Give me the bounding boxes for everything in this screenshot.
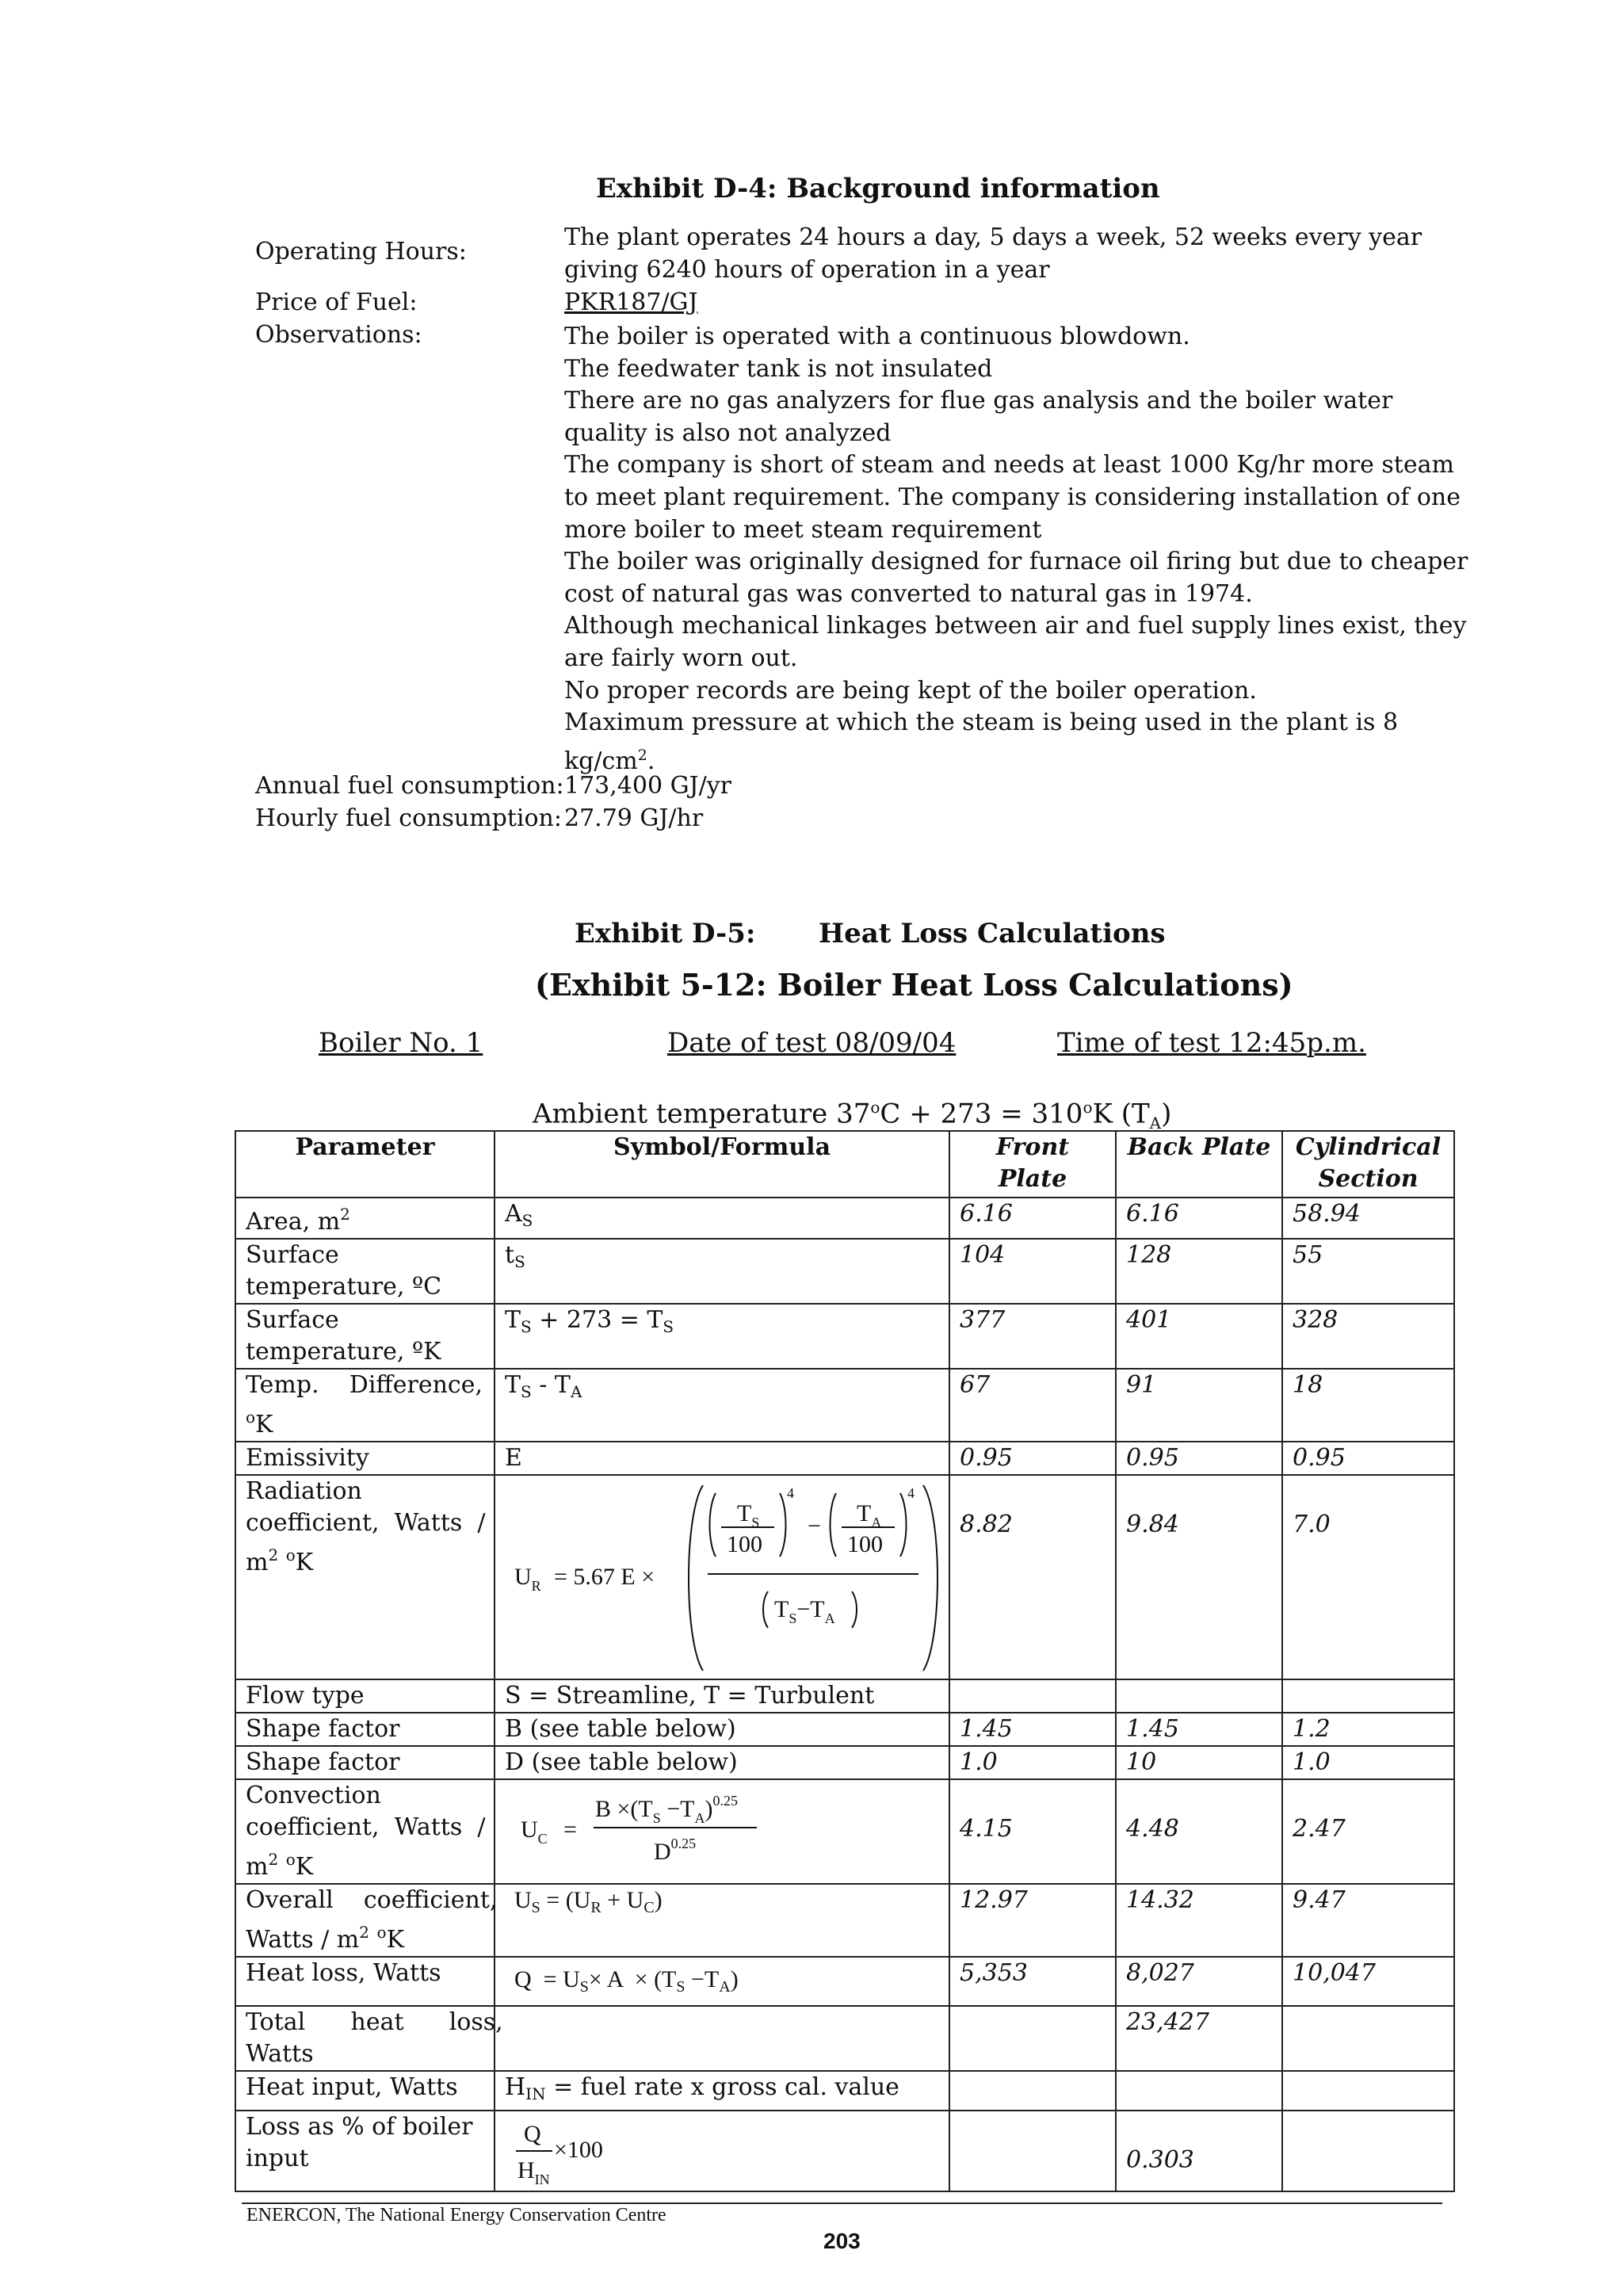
symbol-cell: $T_S + 273 = T_S$	[495, 1304, 949, 1369]
price-value: PKR187/GJ	[564, 288, 698, 316]
back-cell: 6.16	[1116, 1198, 1282, 1239]
table-row	[235, 1884, 1454, 1957]
svg-text:TS−TA: $T_S-T_A$	[774, 1596, 835, 1626]
cyl-cell: 9.47	[1282, 1884, 1454, 1957]
param-cell: Temp. Difference, $^o$K	[235, 1369, 495, 1442]
front-cell	[949, 2111, 1116, 2191]
back-cell: 9.84	[1116, 1475, 1282, 1679]
exhibit-d5-title: Exhibit D-5:	[575, 918, 756, 949]
radiation-formula	[495, 1476, 949, 1679]
symbol-cell: $H_{IN}$ = fuel rate x gross cal. value	[495, 2071, 949, 2111]
symbol-cell: $T_S - T_A$	[495, 1369, 949, 1442]
table-row	[235, 1475, 1454, 1679]
back-cell: 0.95	[1116, 1442, 1282, 1475]
table-row	[235, 2071, 1454, 2111]
cyl-cell	[1282, 1679, 1454, 1713]
svg-text:HIN: $H_{IN}$	[517, 2157, 550, 2187]
back-cell: 10	[1116, 1746, 1282, 1779]
footer-rule	[242, 2202, 1442, 2204]
convection-formula	[495, 1780, 949, 1877]
svg-text:TA: $T_A$	[857, 1500, 882, 1530]
svg-text:×100: ×100	[554, 2137, 603, 2163]
footer-org: ENERCON, The National Energy Conservation Centre	[246, 2205, 666, 2225]
back-cell: 1.45	[1116, 1713, 1282, 1746]
param-cell: Surface temperature, ºK	[235, 1304, 495, 1369]
observation-line: more boiler to meet steam requirement	[564, 515, 1042, 544]
observation-line: Although mechanical linkages between air and fuel supply lines exist, they	[564, 612, 1467, 640]
hourly-fuel-label: Hourly fuel consumption:	[255, 804, 562, 832]
cyl-cell: 2.47	[1282, 1779, 1454, 1884]
observation-line: to meet plant requirement. The company is considering installation of one	[564, 483, 1461, 511]
observation-line: are fairly worn out.	[564, 644, 798, 672]
annual-fuel-label: Annual fuel consumption:	[255, 772, 564, 800]
symbol-cell: S = Streamline, T = Turbulent	[495, 1679, 949, 1713]
front-cell: 0.95	[949, 1442, 1116, 1475]
table-row	[235, 1746, 1454, 1779]
param-cell: Shape factor	[235, 1713, 495, 1746]
loss-formula-cell	[495, 2111, 949, 2191]
table-row	[235, 2111, 1454, 2191]
table-row	[235, 1713, 1454, 1746]
price-label: Price of Fuel:	[255, 288, 418, 316]
ambient-mid: C + 273 = 310	[880, 1098, 1083, 1130]
svg-text:B ×(TS −TA)0.25: $B \times(T_S -T_A)^{0.25}$	[595, 1793, 739, 1826]
header-cyl: Cylindrical Section	[1282, 1131, 1454, 1198]
svg-text:= 5.67 E ×: = 5.67 E ×	[554, 1564, 655, 1590]
boiler-no: Boiler No. 1	[319, 1027, 483, 1059]
heat-loss-table	[235, 1130, 1455, 2192]
header-symbol: Symbol/Formula	[495, 1131, 949, 1198]
front-cell	[949, 2071, 1116, 2111]
degree-sup: o	[1083, 1098, 1093, 1117]
page-number: 203	[823, 2229, 861, 2253]
param-cell: Heat input, Watts	[235, 2071, 495, 2111]
back-cell: 4.48	[1116, 1779, 1282, 1884]
ambient-sub: A	[1149, 1114, 1162, 1133]
heat-formula-cell: $Q = U_S\times A \times (T_S -T_A)$	[495, 1957, 949, 2006]
annual-fuel-value: 173,400 GJ/yr	[564, 772, 731, 800]
back-cell: 23,427	[1116, 2006, 1282, 2071]
back-cell	[1116, 2071, 1282, 2111]
param-cell: Loss as % of boiler input	[235, 2111, 495, 2191]
front-cell: 12.97	[949, 1884, 1116, 1957]
cyl-cell: 328	[1282, 1304, 1454, 1369]
svg-text:=: =	[563, 1817, 577, 1843]
cyl-cell	[1282, 2006, 1454, 2071]
time-of-test: Time of test 12:45p.m.	[1057, 1027, 1366, 1059]
header-front: Front Plate	[949, 1131, 1116, 1198]
cyl-cell: 58.94	[1282, 1198, 1454, 1239]
operating-hours-label: Operating Hours:	[255, 238, 467, 266]
back-cell: 128	[1116, 1239, 1282, 1304]
back-cell: 14.32	[1116, 1884, 1282, 1957]
exhibit-d5-title-right: Heat Loss Calculations	[819, 918, 1166, 949]
front-cell: 4.15	[949, 1779, 1116, 1884]
cyl-cell	[1282, 2071, 1454, 2111]
cyl-cell: 55	[1282, 1239, 1454, 1304]
table-row	[235, 1369, 1454, 1442]
param-cell: Overall coefficient, Watts / $m^2$ $^o$K	[235, 1884, 495, 1957]
pressure-unit-end: .	[647, 747, 655, 775]
observations-list	[564, 321, 1468, 777]
param-cell: Flow type	[235, 1679, 495, 1713]
front-cell: 5,353	[949, 1957, 1116, 2006]
front-cell: 104	[949, 1239, 1116, 1304]
cyl-cell: 1.0	[1282, 1746, 1454, 1779]
back-cell: 91	[1116, 1369, 1282, 1442]
ambient-close: )	[1161, 1098, 1172, 1130]
table-row	[235, 2006, 1454, 2071]
param-cell: Shape factor	[235, 1746, 495, 1779]
table-row	[235, 1957, 1454, 2006]
param-cell: Convection coefficient, Watts / $m^2$ $^o$K	[235, 1779, 495, 1884]
table-row	[235, 1198, 1454, 1239]
symbol-cell: B (see table below)	[495, 1713, 949, 1746]
back-cell	[1116, 1679, 1282, 1713]
svg-text:UR: $U_R$	[514, 1564, 541, 1594]
cyl-cell: 7.0	[1282, 1475, 1454, 1679]
exhibit-d4-title: Exhibit D-4: Background information	[596, 173, 1160, 204]
table-row	[235, 1304, 1454, 1369]
svg-text:D0.25: $D^{0.25}$	[654, 1836, 697, 1865]
svg-text:−: −	[808, 1513, 821, 1539]
header-back: Back Plate	[1116, 1131, 1282, 1198]
front-cell: 67	[949, 1369, 1116, 1442]
observation-line: The boiler is operated with a continuous blowdown.	[564, 323, 1190, 350]
cyl-cell: 0.95	[1282, 1442, 1454, 1475]
table-header-row	[235, 1131, 1454, 1198]
observation-line: cost of natural gas was converted to natural gas in 1974.	[564, 579, 1253, 608]
front-cell: 8.82	[949, 1475, 1116, 1679]
loss-formula	[495, 2111, 949, 2191]
observation-line: The company is short of steam and needs at least 1000 Kg/hr more steam	[564, 451, 1454, 479]
symbol-cell: E	[495, 1442, 949, 1475]
front-cell: 1.0	[949, 1746, 1116, 1779]
observations-label: Observations:	[255, 321, 422, 349]
back-cell: 0.303	[1116, 2111, 1282, 2191]
svg-text:UC: $U_C$	[521, 1817, 548, 1847]
observation-line: Maximum pressure at which the steam is being used in the plant is 8	[564, 709, 1399, 737]
cyl-cell: 1.2	[1282, 1713, 1454, 1746]
symbol-cell: $A_S$	[495, 1198, 949, 1239]
symbol-cell: D (see table below)	[495, 1746, 949, 1779]
date-of-test: Date of test 08/09/04	[667, 1027, 957, 1059]
observation-line: The boiler was originally designed for furnace oil firing but due to cheaper	[564, 548, 1468, 576]
front-cell	[949, 2006, 1116, 2071]
svg-text:4: 4	[787, 1485, 794, 1501]
observation-line: The feedwater tank is not insulated	[564, 354, 993, 383]
cyl-cell: 18	[1282, 1369, 1454, 1442]
back-cell: 401	[1116, 1304, 1282, 1369]
hourly-fuel-value: 27.79 GJ/hr	[564, 804, 704, 832]
degree-sup: o	[870, 1098, 880, 1117]
back-cell: 8,027	[1116, 1957, 1282, 2006]
pressure-unit-sup: 2	[637, 746, 647, 764]
operating-hours-line2: giving 6240 hours of operation in a year	[564, 256, 1050, 284]
observation-line: No proper records are being kept of the boiler operation.	[564, 676, 1257, 705]
table-row	[235, 1442, 1454, 1475]
front-cell	[949, 1679, 1116, 1713]
param-cell: Area, $m^2$	[235, 1198, 495, 1239]
operating-hours-line1: The plant operates 24 hours a day, 5 days a week, 52 weeks every year	[564, 223, 1423, 251]
svg-text:100: 100	[727, 1531, 762, 1557]
param-cell: Heat loss, Watts	[235, 1957, 495, 2006]
convection-formula-cell	[495, 1779, 949, 1884]
symbol-cell	[495, 2006, 949, 2071]
table-row	[235, 1779, 1454, 1884]
front-cell: 6.16	[949, 1198, 1116, 1239]
svg-text:Q: Q	[524, 2121, 541, 2147]
param-cell: Radiation coefficient, Watts / $m^2$ $^o$K	[235, 1475, 495, 1679]
radiation-formula-cell	[495, 1475, 949, 1679]
ambient-temperature	[533, 1098, 1171, 1133]
table-row	[235, 1679, 1454, 1713]
cyl-cell: 10,047	[1282, 1957, 1454, 2006]
symbol-cell: $t_S$	[495, 1239, 949, 1304]
svg-text:4: 4	[907, 1485, 915, 1501]
ambient-prefix: Ambient temperature 37	[533, 1098, 871, 1130]
cyl-cell	[1282, 2111, 1454, 2191]
front-cell: 1.45	[949, 1713, 1116, 1746]
param-cell: Surface temperature, ºC	[235, 1239, 495, 1304]
param-cell: Total heat loss, Watts	[235, 2006, 495, 2071]
pressure-unit: kg/cm	[564, 747, 638, 775]
header-parameter: Parameter	[235, 1131, 495, 1198]
exhibit-d5-subtitle: (Exhibit 5-12: Boiler Heat Loss Calculations)	[535, 967, 1293, 1003]
observation-line: quality is also not analyzed	[564, 418, 892, 447]
param-cell: Emissivity	[235, 1442, 495, 1475]
observation-line: There are no gas analyzers for flue gas analysis and the boiler water	[564, 387, 1393, 415]
svg-text:TS: $T_S$	[737, 1500, 760, 1530]
overall-formula-cell: $U_S = (U_R + U_C)$	[495, 1884, 949, 1957]
svg-text:100: 100	[847, 1531, 883, 1557]
table-row	[235, 1239, 1454, 1304]
front-cell: 377	[949, 1304, 1116, 1369]
ambient-end: K (T	[1092, 1098, 1150, 1130]
